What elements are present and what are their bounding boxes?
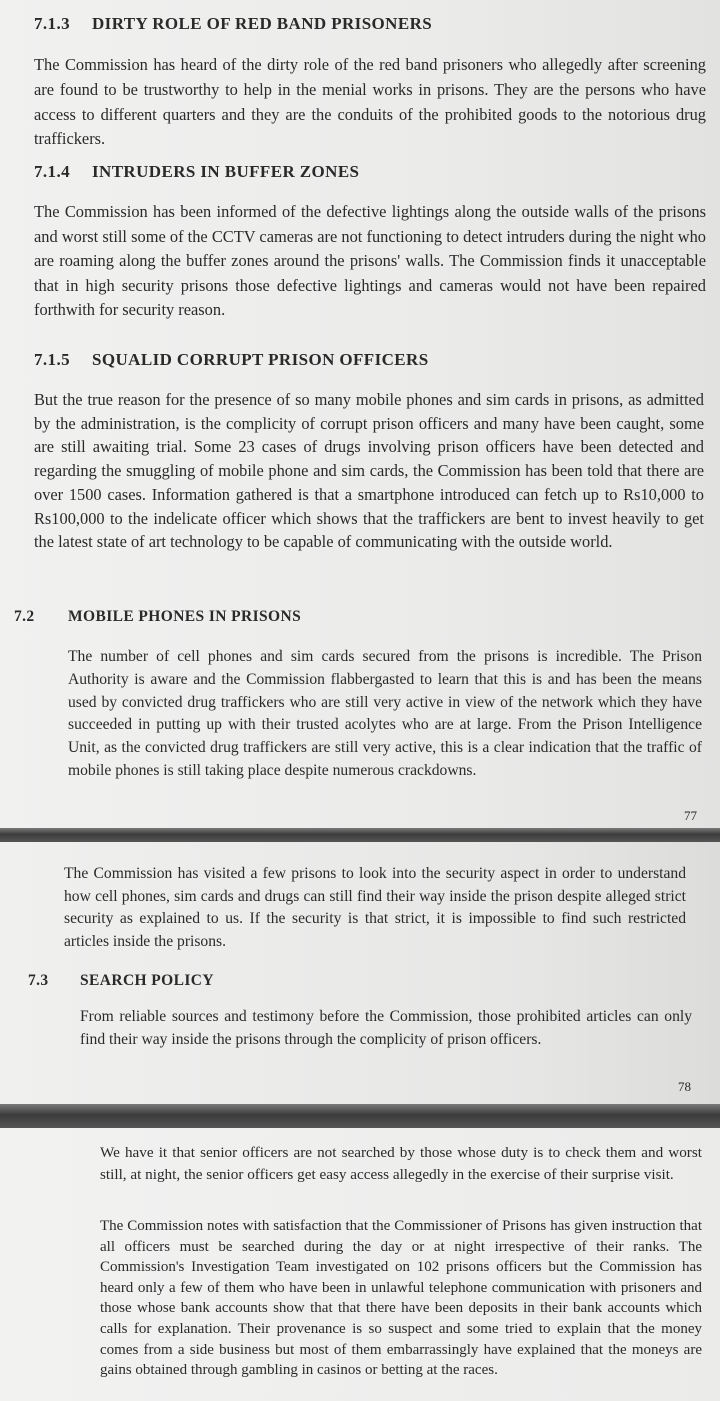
section-body-7-1-4: The Commission has been informed of the defective lightings along the outside walls of the prisons and worst still some of the CCTV cameras are not functioning to detect intruders during the night who are roaming along the buffer zones around the prisons' walls. The Commission finds it unacceptable that in high security prisons those defective lightings and cameras would not have been repaired forthwith for security reason.: [34, 202, 706, 320]
section-body-7-1-5: But the true reason for the presence of so many mobile phones and sim cards in prisons, as admitted by the administration, is the complicity of corrupt prison officers and many have been caught, some are still awaiting trial. Some 23 cases of drugs involving prison officers have been detected and regarding the smuggling of mobile phone and sim cards, the Commission has been told that there are over 1500 cases. Information gathered is that a smartphone introduced can fetch up to Rs10,000 to Rs100,000 to the indelicate officer which shows that the traffickers are bent to invest heavily to get the latest state of art technology to be capable of communicating with the outside world.: [34, 390, 704, 552]
paragraph: The Commission notes with satisfaction that the Commissioner of Prisons has given instruction that all officers must be searched during the day or at night irrespective of their ranks. The Commission's Investigation Team investigated on 102 prisons officers but the Commission has heard only a few of them who have been in unlawful telephone communication with prisoners and those whose bank accounts show that that there have been deposits in their bank accounts which calls for explanation. Their provenance is so suspect and some tried to explain that the money comes from a side business but most of them embarrassingly have explained that the moneys are gains obtained through gambling in casinos or betting at the races.: [100, 1218, 702, 1379]
section-heading-7-1-4: [34, 162, 359, 182]
section-body-7-1-3: The Commission has heard of the dirty role of the red band prisoners who allegedly after screening are found to be trustworthy to help in the menial works in prisons. They are the persons who have access to different quarters and they are the conduits of the prohibited goods to the notorious drug traffickers.: [34, 55, 706, 149]
section-number: 7.3: [28, 972, 49, 989]
page-78: [0, 842, 720, 1104]
intro-paragraph: The Commission has visited a few prisons to look into the security aspect in order to understand how cell phones, sim cards and drugs can still find their way inside the prison despite alleged strict security as explained to us. If the security is that strict, it is impossible to find such restricted articles inside the prisons.: [64, 865, 686, 950]
section-number: 7.1.3: [34, 14, 70, 33]
section-title: SEARCH POLICY: [80, 972, 214, 989]
page-number: 77: [684, 808, 697, 823]
section-number: 7.2: [14, 608, 35, 625]
section-number: 7.1.5: [34, 350, 70, 369]
section-heading-7-3: [28, 972, 214, 990]
section-body-7-2: The number of cell phones and sim cards secured from the prisons is incredible. The Prison Authority is aware and the Commission flabbergasted to learn that this is and has been the means used by convicted drug traffickers who are still very active in view of the network which they have succeeded in putting up with their trusted acolytes who are at large. From the Prison Intelligence Unit, as the convicted drug traffickers are still very active, this is a clear indication that the traffic of mobile phones is still taking place despite numerous crackdowns.: [68, 648, 702, 779]
section-heading-7-1-5: [34, 350, 429, 370]
section-title: DIRTY ROLE OF RED BAND PRISONERS: [92, 14, 433, 33]
page-divider: [0, 1104, 720, 1128]
section-heading-7-1-3: [34, 14, 432, 34]
page-divider: [0, 828, 720, 842]
section-number: 7.1.4: [34, 162, 70, 181]
page-number: 78: [678, 1079, 691, 1094]
section-title: INTRUDERS IN BUFFER ZONES: [92, 162, 360, 181]
page-79: [0, 1128, 720, 1401]
paragraph: We have it that senior officers are not searched by those whose duty is to check them and worst still, at night, the senior officers get easy access allegedly in the exercise of their surprise visit.: [100, 1144, 702, 1184]
section-title: MOBILE PHONES IN PRISONS: [68, 608, 302, 625]
section-title: SQUALID CORRUPT PRISON OFFICERS: [92, 350, 429, 369]
section-body-7-3: From reliable sources and testimony before the Commission, those prohibited articles can only find their way inside the prisons through the complicity of prison officers.: [80, 1008, 692, 1048]
section-heading-7-2: [14, 608, 301, 626]
